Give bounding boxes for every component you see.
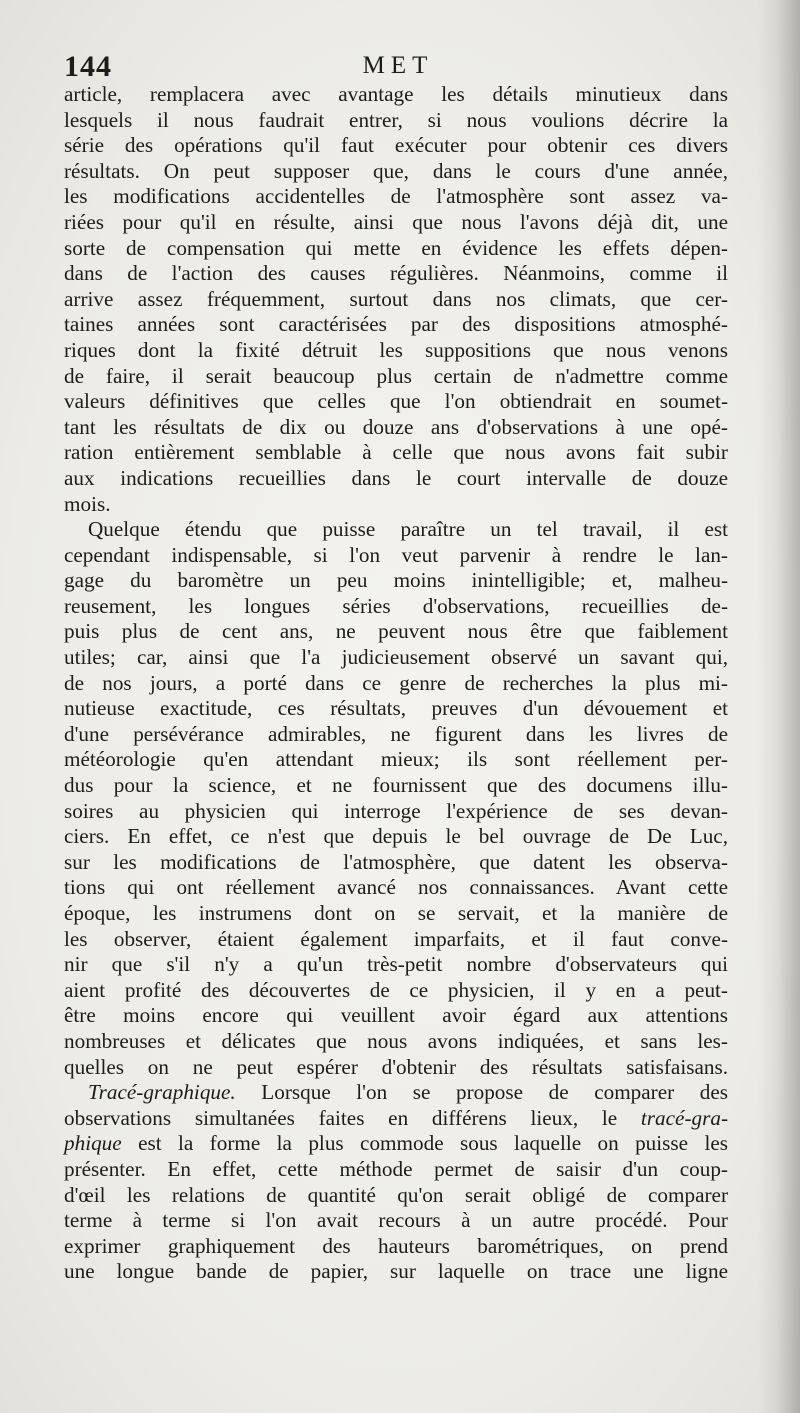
italic-term: phique — [64, 1131, 122, 1156]
text-line: valeurs définitives que celles que l'on obtiendrait en soumet- — [64, 389, 728, 414]
text-line: gage du baromètre un peu moins inintelligible; et, malheu- — [64, 568, 728, 593]
section-start-line — [64, 1080, 728, 1106]
text-line: ration entièrement semblable à celle que nous avons fait subir — [64, 440, 728, 465]
page-number: 144 — [64, 50, 112, 83]
text-line: sur les modifications de l'atmosphère, que datent les observa- — [64, 849, 728, 874]
text-line: météorologie qu'en attendant mieux; ils sont réellement per- — [64, 747, 728, 772]
page-header — [64, 50, 732, 86]
section-line-text: est la forme la plus commode sous laquelle on puisse les — [121, 1131, 728, 1156]
text-line: dus pour la science, et ne fournissent que des documens illu- — [64, 773, 728, 798]
text-line: nombreuses et délicates que nous avons indiquées, et sans les- — [64, 1028, 728, 1053]
section-title: Tracé-graphique. — [88, 1080, 236, 1105]
text-line: taines années sont caractérisées par des dispositions atmosphé- — [64, 312, 728, 337]
paragraph-start-line: Quelque étendu que puisse paraître un tel travail, il est — [88, 517, 728, 542]
text-line: nir que s'il n'y a qu'un très-petit nombre d'observateurs qui — [64, 952, 728, 977]
text-line: cependant indispensable, si l'on veut parvenir à rendre le lan- — [64, 542, 728, 567]
section-line-text: observations simultanées faites en différens lieux, le — [64, 1105, 641, 1130]
body-text — [64, 82, 728, 1285]
text-line: exprimer graphiquement des hauteurs barométriques, on prend — [64, 1233, 728, 1258]
text-line: aux indications recueillies dans le court intervalle de douze — [64, 465, 728, 490]
italic-term: tracé-gra- — [640, 1105, 728, 1130]
text-line: les observer, étaient également imparfaits, et il faut conve- — [64, 926, 728, 951]
text-line: tant les résultats de dix ou douze ans d'observations à une opé- — [64, 414, 728, 439]
text-line: lesquels il nous faudrait entrer, si nous voulions décrire la — [64, 107, 728, 132]
text-line: dans de l'action des causes régulières. Néanmoins, comme il — [64, 261, 728, 286]
text-line — [64, 1106, 728, 1132]
text-line: de nos jours, a porté dans ce genre de recherches la plus mi- — [64, 670, 728, 695]
text-line: résultats. On peut supposer que, dans le cours d'une année, — [64, 158, 728, 183]
text-line: soires au physicien qui interroge l'expérience de ses devan- — [64, 798, 728, 823]
text-line: être moins encore qui veuillent avoir égard aux attentions — [64, 1003, 728, 1028]
text-line: utiles; car, ainsi que l'a judicieusement observé un savant qui, — [64, 645, 728, 670]
text-line: quelles on ne peut espérer d'obtenir des résultats satisfaisans. — [64, 1054, 728, 1079]
text-line: de faire, il serait beaucoup plus certain de n'admettre comme — [64, 363, 728, 388]
text-line: tions qui ont réellement avancé nos connaissances. Avant cette — [64, 875, 728, 900]
section-line-text: Lorsque l'on se propose de comparer des — [235, 1080, 728, 1105]
text-line: riées pour qu'il en résulte, ainsi que nous l'avons déjà dit, une — [64, 209, 728, 234]
text-line: reusement, les longues séries d'observations, recueillies de- — [64, 593, 728, 618]
running-head: MET — [362, 52, 434, 79]
text-line: terme à terme si l'on avait recours à un autre procédé. Pour — [64, 1208, 728, 1233]
text-line: sorte de compensation qui mette en évidence les effets dépen- — [64, 235, 728, 260]
text-line: époque, les instrumens dont on se servait, et la manière de — [64, 901, 728, 925]
text-line — [64, 1131, 728, 1157]
text-line: riques dont la fixité détruit les suppositions que nous venons — [64, 337, 728, 362]
text-line: d'œil les relations de quantité qu'on serait obligé de comparer — [64, 1182, 728, 1207]
text-line: mois. — [64, 491, 111, 516]
text-line: puis plus de cent ans, ne peuvent nous être que faiblement — [64, 619, 728, 644]
page-gutter-shadow — [758, 0, 800, 1413]
text-line: les modifications accidentelles de l'atmosphère sont assez va- — [64, 184, 728, 209]
text-line: aient profité des découvertes de ce physicien, il y en a peut- — [64, 977, 728, 1002]
text-line: nutieuse exactitude, ces résultats, preuves d'un dévouement et — [64, 696, 728, 721]
text-line: article, remplacera avec avantage les détails minutieux dans — [64, 82, 728, 106]
text-line: d'une persévérance admirables, ne figurent dans les livres de — [64, 721, 728, 746]
text-line: ciers. En effet, ce n'est que depuis le bel ouvrage de De Luc, — [64, 824, 728, 849]
text-line: une longue bande de papier, sur laquelle on trace une ligne — [64, 1259, 728, 1284]
text-line: série des opérations qu'il faut exécuter pour obtenir ces divers — [64, 133, 728, 158]
text-line: présenter. En effet, cette méthode permet de saisir d'un coup- — [64, 1156, 728, 1181]
text-line: arrive assez fréquemment, surtout dans nos climats, que cer- — [64, 286, 728, 311]
